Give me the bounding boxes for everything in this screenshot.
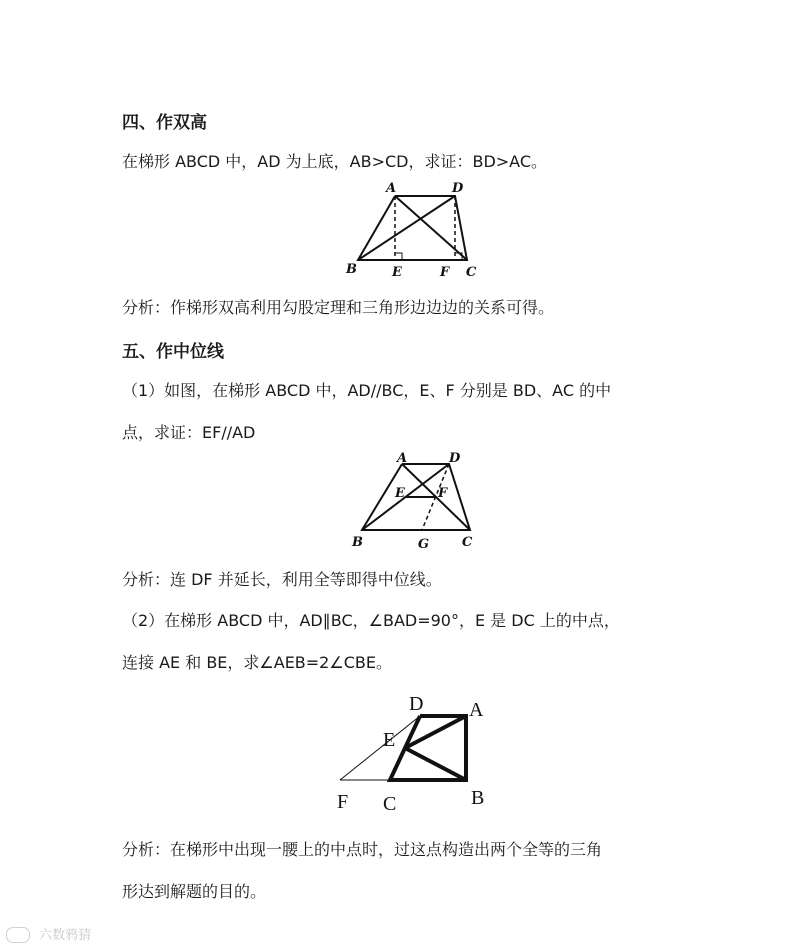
label-A: A xyxy=(397,451,408,466)
label-E: E xyxy=(383,729,396,751)
label-F: F xyxy=(337,791,349,813)
analysis1-text: 分析：连 DF 并延长，利用全等即得中位线。 xyxy=(122,570,442,589)
section-heading-4: 四、作双高 xyxy=(122,113,207,133)
label-D: D xyxy=(452,181,464,196)
label-B: B xyxy=(352,535,363,550)
label-A: A xyxy=(469,699,484,721)
label-D: D xyxy=(449,451,461,466)
problem1-line2: 点，求证：EF//AD xyxy=(122,423,256,442)
watermark-logo-icon xyxy=(6,927,30,943)
label-A: A xyxy=(386,181,397,196)
analysis-text: 分析：作梯形双高利用勾股定理和三角形边边边的关系可得。 xyxy=(122,298,555,317)
analysis2-line1: 分析：在梯形中出现一腰上的中点时，过这点构造出两个全等的三角 xyxy=(122,840,603,859)
figure-trapezoid-midline xyxy=(340,452,480,552)
label-G: G xyxy=(418,537,430,552)
problem1-line1: （1）如图，在梯形 ABCD 中，AD//BC，E、F 分别是 BD、AC 的中 xyxy=(122,381,612,400)
label-F: F xyxy=(440,265,450,280)
problem2-line1: （2）在梯形 ABCD 中，AD∥BC，∠BAD=90°，E 是 DC 上的中点， xyxy=(122,611,620,630)
label-C: C xyxy=(462,535,473,550)
label-B: B xyxy=(346,262,357,277)
label-E: E xyxy=(392,265,402,280)
problem-text: 在梯形 ABCD 中，AD 为上底，AB>CD，求证：BD>AC。 xyxy=(122,152,548,171)
section-heading-5: 五、作中位线 xyxy=(122,342,224,362)
label-E: E xyxy=(395,486,405,501)
label-B: B xyxy=(471,787,485,809)
figure-trapezoid-double-heights xyxy=(340,178,480,280)
watermark-text: 六数鸦猜 xyxy=(39,928,92,943)
label-C: C xyxy=(466,265,477,280)
label-F: F xyxy=(438,486,448,501)
watermark xyxy=(6,924,91,943)
label-D: D xyxy=(409,693,424,715)
label-C: C xyxy=(383,793,397,815)
figure-right-trapezoid xyxy=(335,688,495,818)
problem2-line2: 连接 AE 和 BE，求∠AEB=2∠CBE。 xyxy=(122,653,392,672)
analysis2-line2: 形达到解题的目的。 xyxy=(122,882,267,901)
